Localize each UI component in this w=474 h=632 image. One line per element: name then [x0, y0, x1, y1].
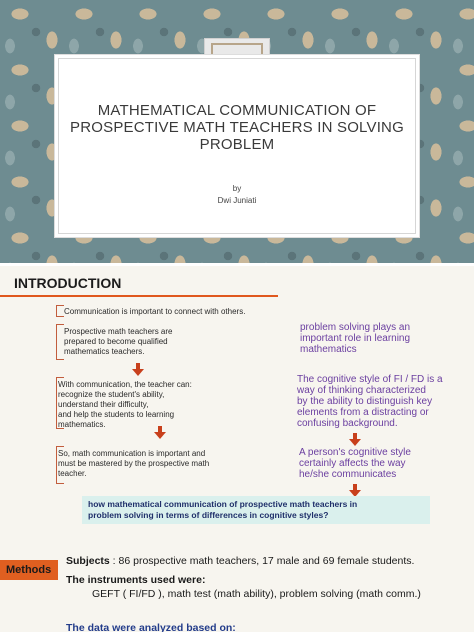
title-line: PROSPECTIVE MATH TEACHERS IN SOLVING	[70, 119, 404, 136]
left-item-4	[58, 449, 209, 479]
text-line: mathematics teachers.	[64, 347, 145, 356]
subjects-line	[66, 555, 414, 567]
text-line: mathematics.	[58, 420, 106, 429]
text-line: mathematics	[300, 344, 357, 355]
slide-heading: INTRODUCTION	[14, 275, 122, 291]
text-line: prepared to become qualified	[64, 337, 168, 346]
title-box	[54, 54, 420, 238]
analyzed-text: The data were analyzed based on:	[66, 622, 236, 632]
text-line: confusing background.	[297, 418, 398, 429]
methods-label: Methods	[0, 560, 58, 580]
instruments-text: GEFT ( FI/FD ), math test (math ability), problem solving (math comm.)	[92, 588, 421, 600]
introduction-slide	[0, 266, 474, 632]
item-bracket	[56, 324, 64, 360]
left-item-3	[58, 380, 192, 430]
slide-title	[55, 102, 419, 153]
title-line: PROBLEM	[199, 136, 275, 153]
text-line: by the ability to distinguish key	[297, 396, 433, 407]
by-label: by	[232, 184, 242, 193]
right-item-3	[299, 447, 411, 480]
text-line: teacher.	[58, 469, 87, 478]
subjects-label: Subjects	[66, 555, 110, 567]
text-line: A person's cognitive style	[299, 447, 411, 458]
text-line: important role in learning	[300, 333, 411, 344]
subjects-text: : 86 prospective math teachers, 17 male and 69 female students.	[109, 555, 415, 567]
text-line: The cognitive style of FI / FD is a	[297, 374, 443, 385]
text-line: problem solving in terms of differences in cognitive styles?	[88, 510, 329, 520]
text-line: and help the students to learning	[58, 410, 175, 419]
text-line: problem solving plays an	[300, 322, 411, 333]
author-name: Dwi Juniati	[217, 196, 257, 205]
text-line: must be mastered by the prospective math	[58, 459, 210, 468]
title-slide	[0, 0, 474, 263]
right-item-2	[297, 374, 443, 429]
text-line: elements from a distracting or	[297, 407, 429, 418]
text-line: way of thinking characterized	[297, 385, 426, 396]
text-line: certainly affects the way	[299, 458, 406, 469]
text-line: how mathematical communication of prospective math teachers in	[88, 499, 358, 509]
text-line: With communication, the teacher can:	[58, 380, 192, 389]
text-line: recognize the student's ability,	[58, 390, 165, 399]
text-line: Communication is important to connect with others.	[64, 307, 246, 316]
title-line: MATHEMATICAL COMMUNICATION OF	[97, 102, 377, 119]
research-question	[88, 499, 357, 521]
left-item-1	[64, 307, 245, 317]
item-bracket	[56, 305, 64, 317]
text-line: understand their difficulty,	[58, 400, 149, 409]
text-line: he/she communicates	[299, 469, 397, 480]
right-item-1	[300, 322, 410, 355]
instruments-label: The instruments used were:	[66, 574, 206, 586]
heading-underline	[0, 295, 278, 297]
text-line: Prospective math teachers are	[64, 327, 173, 336]
text-line: So, math communication is important and	[58, 449, 206, 458]
left-item-2	[64, 327, 173, 357]
research-question-box	[82, 496, 430, 524]
